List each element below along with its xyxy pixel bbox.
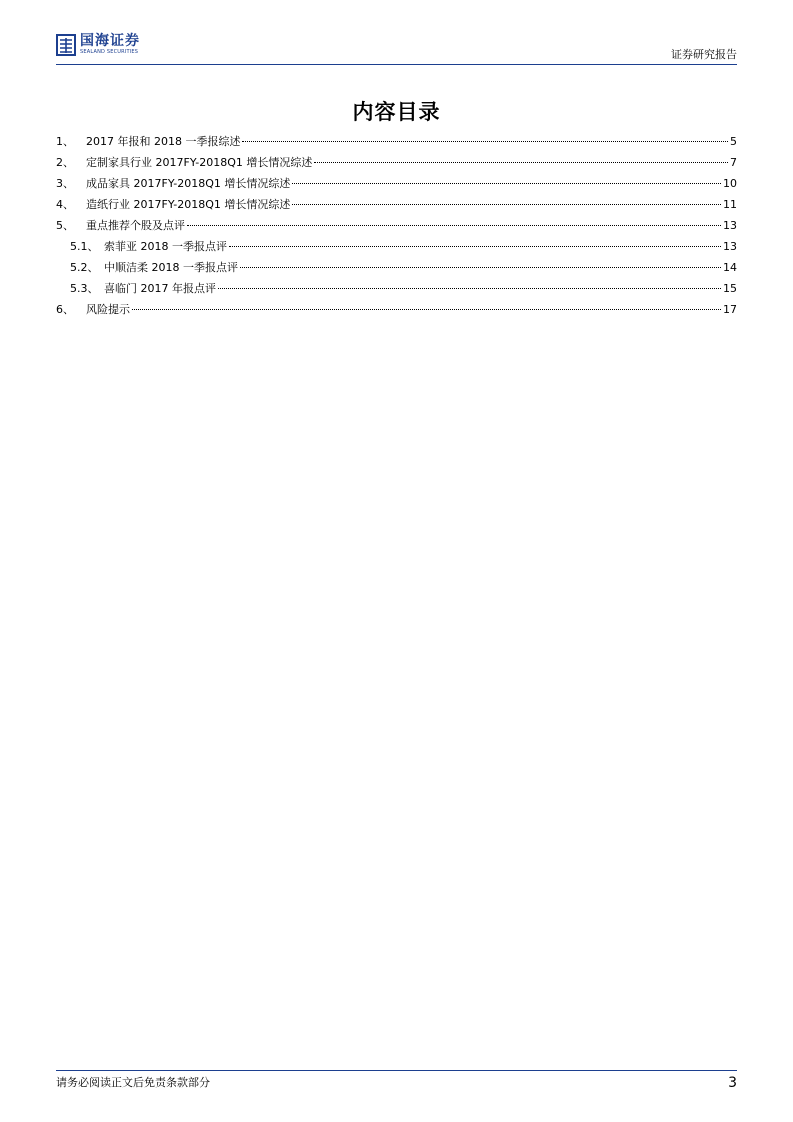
toc-entry-5-3[interactable] <box>56 278 737 299</box>
toc-entry-number: 5.2、 <box>70 261 99 274</box>
toc-entry-6[interactable] <box>56 299 737 320</box>
toc-entry-text: 造纸行业 2017FY-2018Q1 增长情况综述 <box>86 198 291 211</box>
toc-entry-page: 7 <box>730 156 737 169</box>
toc-leader-dots <box>242 141 728 142</box>
toc-entry-text: 定制家具行业 2017FY-2018Q1 增长情况综述 <box>86 156 313 169</box>
toc-entry-number: 5.1、 <box>70 240 99 253</box>
toc-entry-page: 5 <box>730 135 737 148</box>
report-type-label: 证券研究报告 <box>671 48 737 61</box>
toc-entry-number: 5.3、 <box>70 282 99 295</box>
footer-divider <box>56 1070 737 1071</box>
toc-leader-dots <box>187 225 721 226</box>
toc-entry-number: 5、 <box>56 219 74 232</box>
toc-entry-page: 13 <box>723 240 737 253</box>
toc-entry-number: 3、 <box>56 177 74 190</box>
toc-leader-dots <box>218 288 721 289</box>
toc-leader-dots <box>314 162 728 163</box>
toc-entry-page: 17 <box>723 303 737 316</box>
toc-entry-page: 13 <box>723 219 737 232</box>
toc-leader-dots <box>292 183 721 184</box>
toc-entry-5[interactable] <box>56 215 737 236</box>
toc-leader-dots <box>132 309 721 310</box>
table-of-contents <box>56 131 737 320</box>
company-logo <box>56 34 140 56</box>
toc-leader-dots <box>292 204 721 205</box>
toc-entry-page: 15 <box>723 282 737 295</box>
toc-entry-page: 10 <box>723 177 737 190</box>
logo-chinese-name: 国海证券 <box>80 33 140 49</box>
toc-entry-text: 风险提示 <box>86 303 130 316</box>
toc-leader-dots <box>229 246 721 247</box>
header-divider <box>56 64 737 65</box>
toc-entry-3[interactable] <box>56 173 737 194</box>
toc-entry-5-2[interactable] <box>56 257 737 278</box>
footer-disclaimer: 请务必阅读正文后免责条款部分 <box>56 1076 210 1089</box>
sealand-logo-icon <box>56 34 76 56</box>
toc-entry-number: 6、 <box>56 303 74 316</box>
toc-entry-number: 4、 <box>56 198 74 211</box>
toc-entry-text: 成品家具 2017FY-2018Q1 增长情况综述 <box>86 177 291 190</box>
page-header <box>56 30 737 64</box>
toc-entry-page: 14 <box>723 261 737 274</box>
toc-entry-text: 索菲亚 2018 一季报点评 <box>104 240 227 253</box>
toc-entry-number: 2、 <box>56 156 74 169</box>
toc-entry-page: 11 <box>723 198 737 211</box>
toc-entry-text: 中顺洁柔 2018 一季报点评 <box>104 261 238 274</box>
toc-entry-text: 2017 年报和 2018 一季报综述 <box>86 135 241 148</box>
toc-leader-dots <box>240 267 721 268</box>
toc-entry-number: 1、 <box>56 135 74 148</box>
toc-title: 内容目录 <box>352 100 441 124</box>
toc-entry-text: 喜临门 2017 年报点评 <box>104 282 216 295</box>
toc-entry-5-1[interactable] <box>56 236 737 257</box>
toc-entry-2[interactable] <box>56 152 737 173</box>
logo-english-name: SEALAND SECURITIES <box>80 49 139 55</box>
toc-entry-text: 重点推荐个股及点评 <box>86 219 185 232</box>
page-number: 3 <box>728 1075 737 1091</box>
toc-entry-1[interactable] <box>56 131 737 152</box>
toc-entry-4[interactable] <box>56 194 737 215</box>
